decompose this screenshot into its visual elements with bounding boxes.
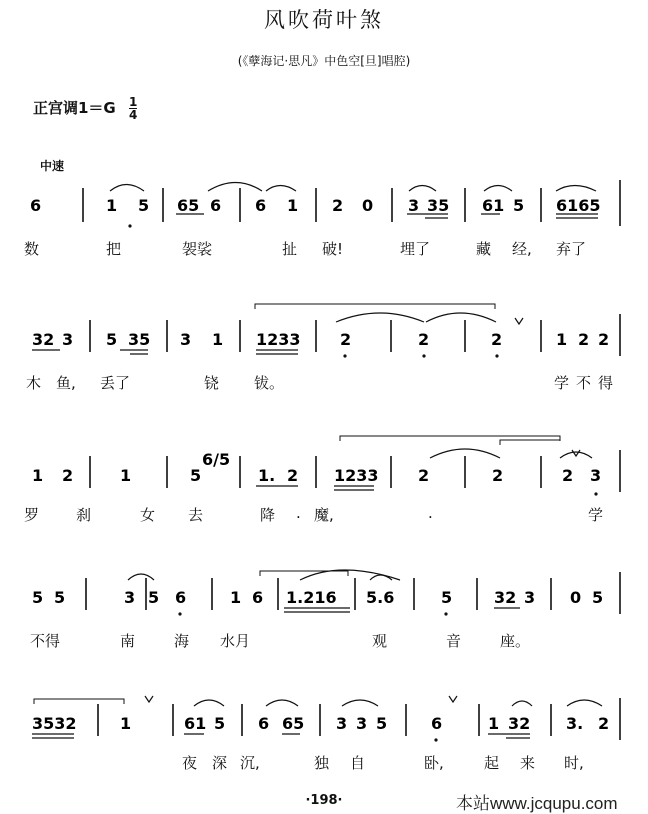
key-text: 正宫调1＝G xyxy=(33,99,116,117)
system-5-lyrics xyxy=(24,752,624,774)
lyric: 经, xyxy=(512,240,532,258)
note: 2 xyxy=(332,196,344,215)
lyric: 卧, xyxy=(424,754,444,772)
lyric: 学 xyxy=(588,506,604,524)
note: 2 xyxy=(418,466,430,485)
note: 3. xyxy=(566,714,584,733)
note: 0 xyxy=(362,196,374,215)
note: 5.6 xyxy=(366,588,395,607)
lyric: 魔, xyxy=(314,506,334,524)
lyric: . xyxy=(296,504,301,522)
lyric: 不得 xyxy=(30,632,61,650)
note: 3 xyxy=(524,588,536,607)
lyric: 数 xyxy=(24,240,40,258)
note: 5 xyxy=(592,588,604,607)
note: 6 xyxy=(175,588,187,607)
lyric: 钹。 xyxy=(254,374,285,392)
note: 5 xyxy=(148,588,160,607)
note: 5 xyxy=(138,196,150,215)
note: 65 xyxy=(177,196,200,215)
note: 3 xyxy=(180,330,192,349)
note: 6 xyxy=(258,714,270,733)
lyric: 袈裟 xyxy=(182,240,213,258)
note: 35 xyxy=(128,330,151,349)
lyric: 去 xyxy=(188,506,204,524)
note: 1233 xyxy=(256,330,301,349)
lyric: 观 xyxy=(372,632,388,650)
note: 61 xyxy=(184,714,207,733)
time-denominator: 4 xyxy=(128,108,138,122)
lyric: 时, xyxy=(564,754,584,772)
note: 6 xyxy=(30,196,42,215)
lyric: 铙 xyxy=(204,374,220,392)
note: 3 xyxy=(590,466,602,485)
note: 1 xyxy=(287,196,299,215)
note: 35 xyxy=(427,196,450,215)
lyric: 得 xyxy=(598,374,614,392)
note: 2 xyxy=(578,330,590,349)
lyric: 女 xyxy=(140,506,156,524)
lyric: 座。 xyxy=(500,632,531,650)
note: 1233 xyxy=(334,466,379,485)
note: 32 xyxy=(32,330,55,349)
lyric: . xyxy=(428,504,433,522)
lyric: 刹 xyxy=(76,506,92,524)
lyric: 扯 xyxy=(282,240,298,258)
note: 5 xyxy=(106,330,118,349)
lyric: 起 xyxy=(484,754,500,772)
note: 6 xyxy=(431,714,443,733)
note: 6 xyxy=(252,588,264,607)
note: 5 xyxy=(190,466,202,485)
note: 1 xyxy=(212,330,224,349)
note: 3 xyxy=(408,196,420,215)
note: 1 xyxy=(488,714,500,733)
lyric: 自 xyxy=(350,754,366,772)
note: 3532 xyxy=(32,714,77,733)
note: 5 xyxy=(376,714,388,733)
note: 3 xyxy=(62,330,74,349)
lyric: 破! xyxy=(322,240,344,258)
note: 5 xyxy=(54,588,66,607)
note: 1.216 xyxy=(286,588,337,607)
time-numerator: 1 xyxy=(128,95,138,109)
note: 5 xyxy=(441,588,453,607)
lyric: 鱼, xyxy=(56,374,76,392)
system-2-notes xyxy=(32,330,609,349)
note: 32 xyxy=(508,714,531,733)
lyric: 降 xyxy=(260,506,276,524)
lyric: 深 xyxy=(212,754,228,772)
system-1-lyrics xyxy=(24,238,624,260)
note: 2 xyxy=(62,466,74,485)
note: 1 xyxy=(120,714,132,733)
note: 5 xyxy=(513,196,525,215)
slurs xyxy=(110,183,602,707)
note: 1 xyxy=(32,466,44,485)
song-subtitle: (《孽海记·思凡》中色空[旦]唱腔) xyxy=(237,54,411,68)
system-4-lyrics xyxy=(24,630,624,652)
note: 2 xyxy=(418,330,430,349)
beams xyxy=(32,214,598,738)
note: 1. xyxy=(258,466,276,485)
note: 0 xyxy=(570,588,582,607)
note: 32 xyxy=(494,588,517,607)
system-4-notes xyxy=(32,588,603,607)
lyric: 弃了 xyxy=(556,240,587,258)
note: 1 xyxy=(556,330,568,349)
lyric: 学 xyxy=(554,374,570,392)
note: 3 xyxy=(356,714,368,733)
system-2-barlines xyxy=(90,314,620,356)
note: 2 xyxy=(492,466,504,485)
note: 2 xyxy=(598,330,610,349)
lyric: 音 xyxy=(446,632,462,650)
note: 3 xyxy=(336,714,348,733)
note: 2 xyxy=(287,466,299,485)
lyric: 来 xyxy=(520,754,536,772)
grace-note: 6/5 xyxy=(202,450,231,469)
lyric: 沉, xyxy=(240,754,260,772)
note: 5 xyxy=(32,588,44,607)
note: 3 xyxy=(124,588,136,607)
system-4-barlines xyxy=(86,572,620,614)
lyric: 藏 xyxy=(476,240,492,258)
lyric: 海 xyxy=(174,632,190,650)
lyric: 夜 xyxy=(182,754,198,772)
lyric: 木 xyxy=(26,374,42,392)
note: 6 xyxy=(210,196,222,215)
song-title: 风吹荷叶煞 xyxy=(264,8,384,32)
tempo-marking: 中速 xyxy=(40,159,65,173)
note: 6165 xyxy=(556,196,601,215)
note: 2 xyxy=(491,330,503,349)
note: 65 xyxy=(282,714,305,733)
lyric: 丢了 xyxy=(100,374,131,392)
lyric: 埋了 xyxy=(400,240,431,258)
site-watermark: 本站www.jcqupu.com xyxy=(456,794,618,813)
system-1-barlines xyxy=(83,180,620,226)
system-3-lyrics xyxy=(24,504,624,526)
system-2-lyrics xyxy=(24,372,624,394)
lyric: 南 xyxy=(120,632,136,650)
lyric: 罗 xyxy=(24,506,40,524)
page-number: ·198· xyxy=(305,793,343,808)
note: 2 xyxy=(562,466,574,485)
note: 1 xyxy=(120,466,132,485)
note: 61 xyxy=(482,196,505,215)
note: 6 xyxy=(255,196,267,215)
note: 2 xyxy=(340,330,352,349)
lyric: 把 xyxy=(106,240,122,258)
lyric: 不 xyxy=(576,374,592,392)
lyric: 水月 xyxy=(220,632,251,650)
note: 2 xyxy=(598,714,610,733)
note: 1 xyxy=(106,196,118,215)
note: 5 xyxy=(214,714,226,733)
note: 1 xyxy=(230,588,242,607)
lyric: 独 xyxy=(314,754,330,772)
